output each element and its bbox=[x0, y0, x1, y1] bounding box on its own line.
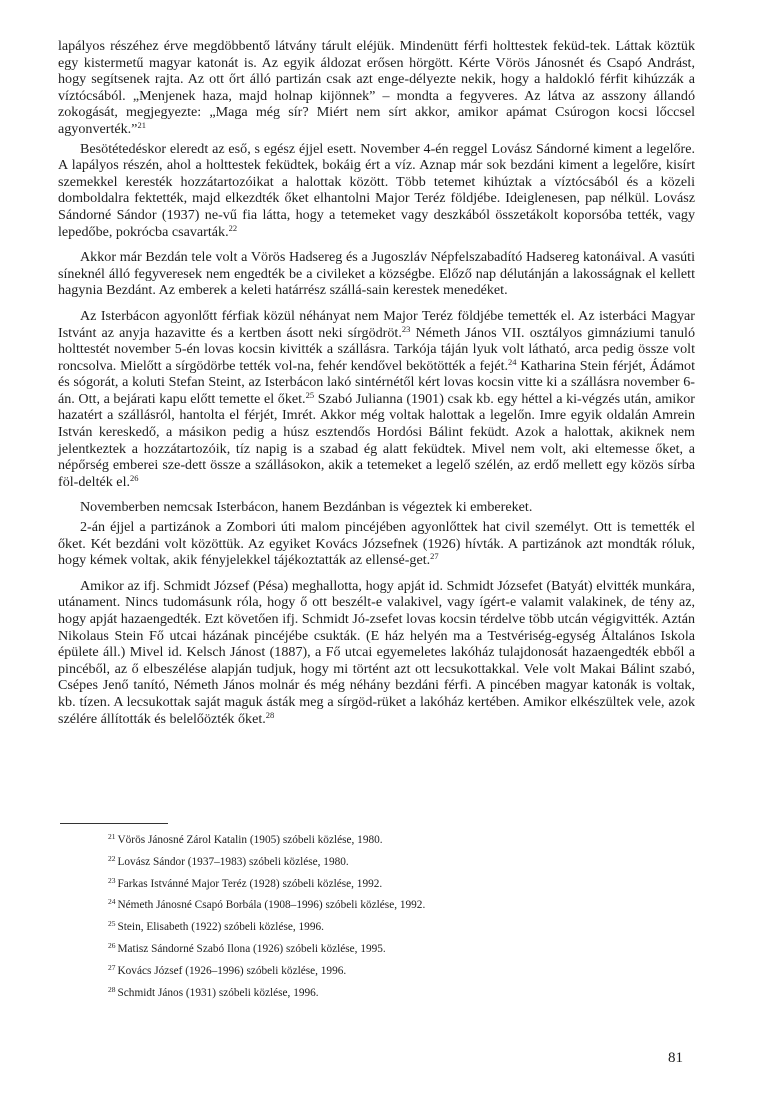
paragraph-3: Akkor már Bezdán tele volt a Vörös Hadsereg és a Jugoszláv Népfelszabadító Hadsereg katonáival. A vasúti síneknél álló fegyveresek nem engedték be a civileket a községbe. Előző nap délutánján a lakosságnak el kellett hagynia Bezdánt. Az emberek a keleti határrész szállá-sain kerestek menedéket. bbox=[58, 249, 695, 299]
paragraph-2: Besötétedéskor eleredt az eső, s egész éjjel esett. November 4-én reggel Lovász Sándorné kiment a legelőre. A lapályos részén, ahol a holttestek feküdtek, bokáig ért a víz. Aznap már sok bezdáni kiment a legelőre, kisírt szemekkel keresték hozzátartozóikat a halottak között. Több tetemet kihúztak a víztócsából és a közeli domboldalra fektették, majd elkezdték őket elhantolni Major Teréz földjébe. Ideiglenesen, pap nélkül. Lovász Sándorné Sándor (1937) ne-vű fia látta, hogy a tetemeket vagy deszkából összetákolt koporsóba tették, vagy lepedőbe, pokrócba csavarták.$^{22}$ bbox=[58, 140, 695, 240]
footnote-ref-26[interactable]: 26 bbox=[130, 472, 139, 483]
footnote-21: $^{21}$ Vörös Jánosné Zárol Katalin (1905) szóbeli közlése, 1980. bbox=[108, 832, 383, 846]
footnote-ref-24[interactable]: 24 bbox=[508, 356, 517, 367]
footnotes bbox=[108, 830, 628, 1004]
footnote-27: $^{27}$ Kovács József (1926–1996) szóbeli közlése, 1996. bbox=[108, 962, 347, 977]
footnote-ref-22[interactable]: 22 bbox=[228, 222, 238, 233]
paragraph-6: 2-án éjjel a partizánok a Zombori úti malom pincéjében agyonlőttek hat civil személyt. Ott is temették el őket. Két bezdáni volt közöttük. Az egyiket Kovács Józsefnek (1926) hívták. A partizánok azt mondták róluk, hogy kémek voltak, akik fényjelekkel tájékoztatták az ellensé-get.$^{27}$ bbox=[58, 519, 695, 569]
page-number: 81 bbox=[668, 1050, 683, 1066]
footnote-28: $^{28}$ Schmidt János (1931) szóbeli közlése, 1996. bbox=[108, 984, 319, 999]
footnote-25: $^{25}$ Stein, Elisabeth (1922) szóbeli közlése, 1996. bbox=[108, 919, 324, 934]
paragraph-7: Amikor az ifj. Schmidt József (Pésa) meghallotta, hogy apját id. Schmidt Józsefet (Batyát) elvitték munkára, utánament. Nincs tudomásunk róla, hogy ő ott beszélt-e valakivel, vagy ígért-e valamit valakinek, de tény az, hogy apját hazaengedték. Ezt követően ifj. Schmidt Jó-zsefet lovas kocsin térdelve több utcán végigvitték. Aztán Nikolaus Stein Fő utcai házának pincéjébe csukták. (E ház helyén ma a Testvériség-egység Általános Iskola épülete áll.) Mivel id. Kelsch Jánost (1887), a Fő utcai egyemeletes lakóház tulajdonosát hazaengedték ebből a pincéből, az ő elbeszélése alapján tudjuk, hogy mi történt azt ott lecsukottakkal. Vele volt Makai Bálint szabó, Csépes Jenő tanító, Németh János molnár és még néhány bezdáni férfi. A pincében magyar katonák is voltak, kb. tízen. A lecsukottak saját maguk ásták meg a sírgöd-rüket a lakóház kertében. Amikor elkészültek vele, azok szélére állították és belelőözték őket.$^{28}$ bbox=[58, 577, 695, 727]
paragraph-4: Az Isterbácon agyonlőtt férfiak közül néhányat nem Major Teréz földjébe temették el. Az isterbáci Magyar Istvánt az anyja hazavitte és a kertben ásott neki sírgödröt.$^{23}$ Németh János VII. osztályos gimnáziumi tanuló holttestét november 5-én lovas kocsin kivitték a szállásra. Tarkója táján lyuk volt látható, arca pedig össze volt roncsolva. Mielőtt a sírgödörbe tették vol-na, fehér kendővel bekötötték a fejét.$^{24}$ Katharina Stein férjét, Ádámot és sógorát, a koluti Stefan Steint, az Isterbácon lakó sintérnétől kért lovas kocsin vitte ki a szállásra november 6-án. Ott, a bejárati kapu előtt temette el őket.$^{25}$ Szabó Julianna (1901) csak kb. egy héttel a ki-végzés után, amikor hazatért a szállásról, hantolta el férjét, Imrét. Akkor még voltak halottak a legelőn. Imre egyik oldalán Amrein István kereskedő, a másikon pedig a húsz esztendős Hordósi Bálint feküdt. Azok a halottak, akiknek nem jelentkeztek a hozzátartozóik, tíz napig is a szabad ég alatt feküdtek. Mivel nem volt, aki eltemesse őket, a népőrség emberei sze-dett össze a szállásokon, akik a tetemeket a legelő szélén, az erdő mellett egy közös sírba föl-delték el.$^{26}$ bbox=[58, 307, 696, 490]
footnote-22: $^{22}$ Lovász Sándor (1937–1983) szóbeli közlése, 1980. bbox=[108, 853, 349, 868]
body-text bbox=[58, 38, 695, 730]
footnote-ref-28[interactable]: 28 bbox=[265, 709, 275, 720]
footnote-ref-23[interactable]: 23 bbox=[401, 323, 411, 334]
paragraph-5: Novemberben nemcsak Isterbácon, hanem Bezdánban is végeztek ki embereket. bbox=[80, 499, 533, 516]
footnote-24: $^{24}$ Németh Jánosné Csapó Borbála (1908–1996) szóbeli közlése, 1992. bbox=[108, 897, 426, 912]
footnote-ref-27[interactable]: 27 bbox=[430, 551, 439, 562]
footnote-23: $^{23}$ Farkas Istvánné Major Teréz (1928) szóbeli közlése, 1992. bbox=[108, 875, 383, 890]
footnote-26: $^{26}$ Matisz Sándorné Szabó Ilona (1926) szóbeli közlése, 1995. bbox=[108, 940, 386, 955]
paragraph-1: lapályos részéhez érve megdöbbentő látvány tárult eléjük. Mindenütt férfi holttestek feküd-tek. Láttak köztük egy kistermetű magyar katonát is. Az egyik áldozat erősen hörgött. Kérte Vörös Jánosnét és Csapó Andrást, hogy segítsenek rajta. Az ott őrt álló partizán csak azt enge-délyezte nekik, hogy a haldokló férfit kihúzzák a víztócsából. „Menjenek haza, majd holnap kijönnek” – mondta a fegyveres. Az látva az asszony állandó zokogását, megjegyezte: „Maga még sír? Miért nem sírt akkor, amikor apámat Csúrogon kocsi lőccsel agyonverték.”$^{21}$ bbox=[58, 38, 695, 137]
footnote-ref-25[interactable]: 25 bbox=[305, 389, 315, 400]
footnote-divider bbox=[60, 823, 168, 824]
footnote-ref-21[interactable]: 21 bbox=[137, 119, 146, 130]
